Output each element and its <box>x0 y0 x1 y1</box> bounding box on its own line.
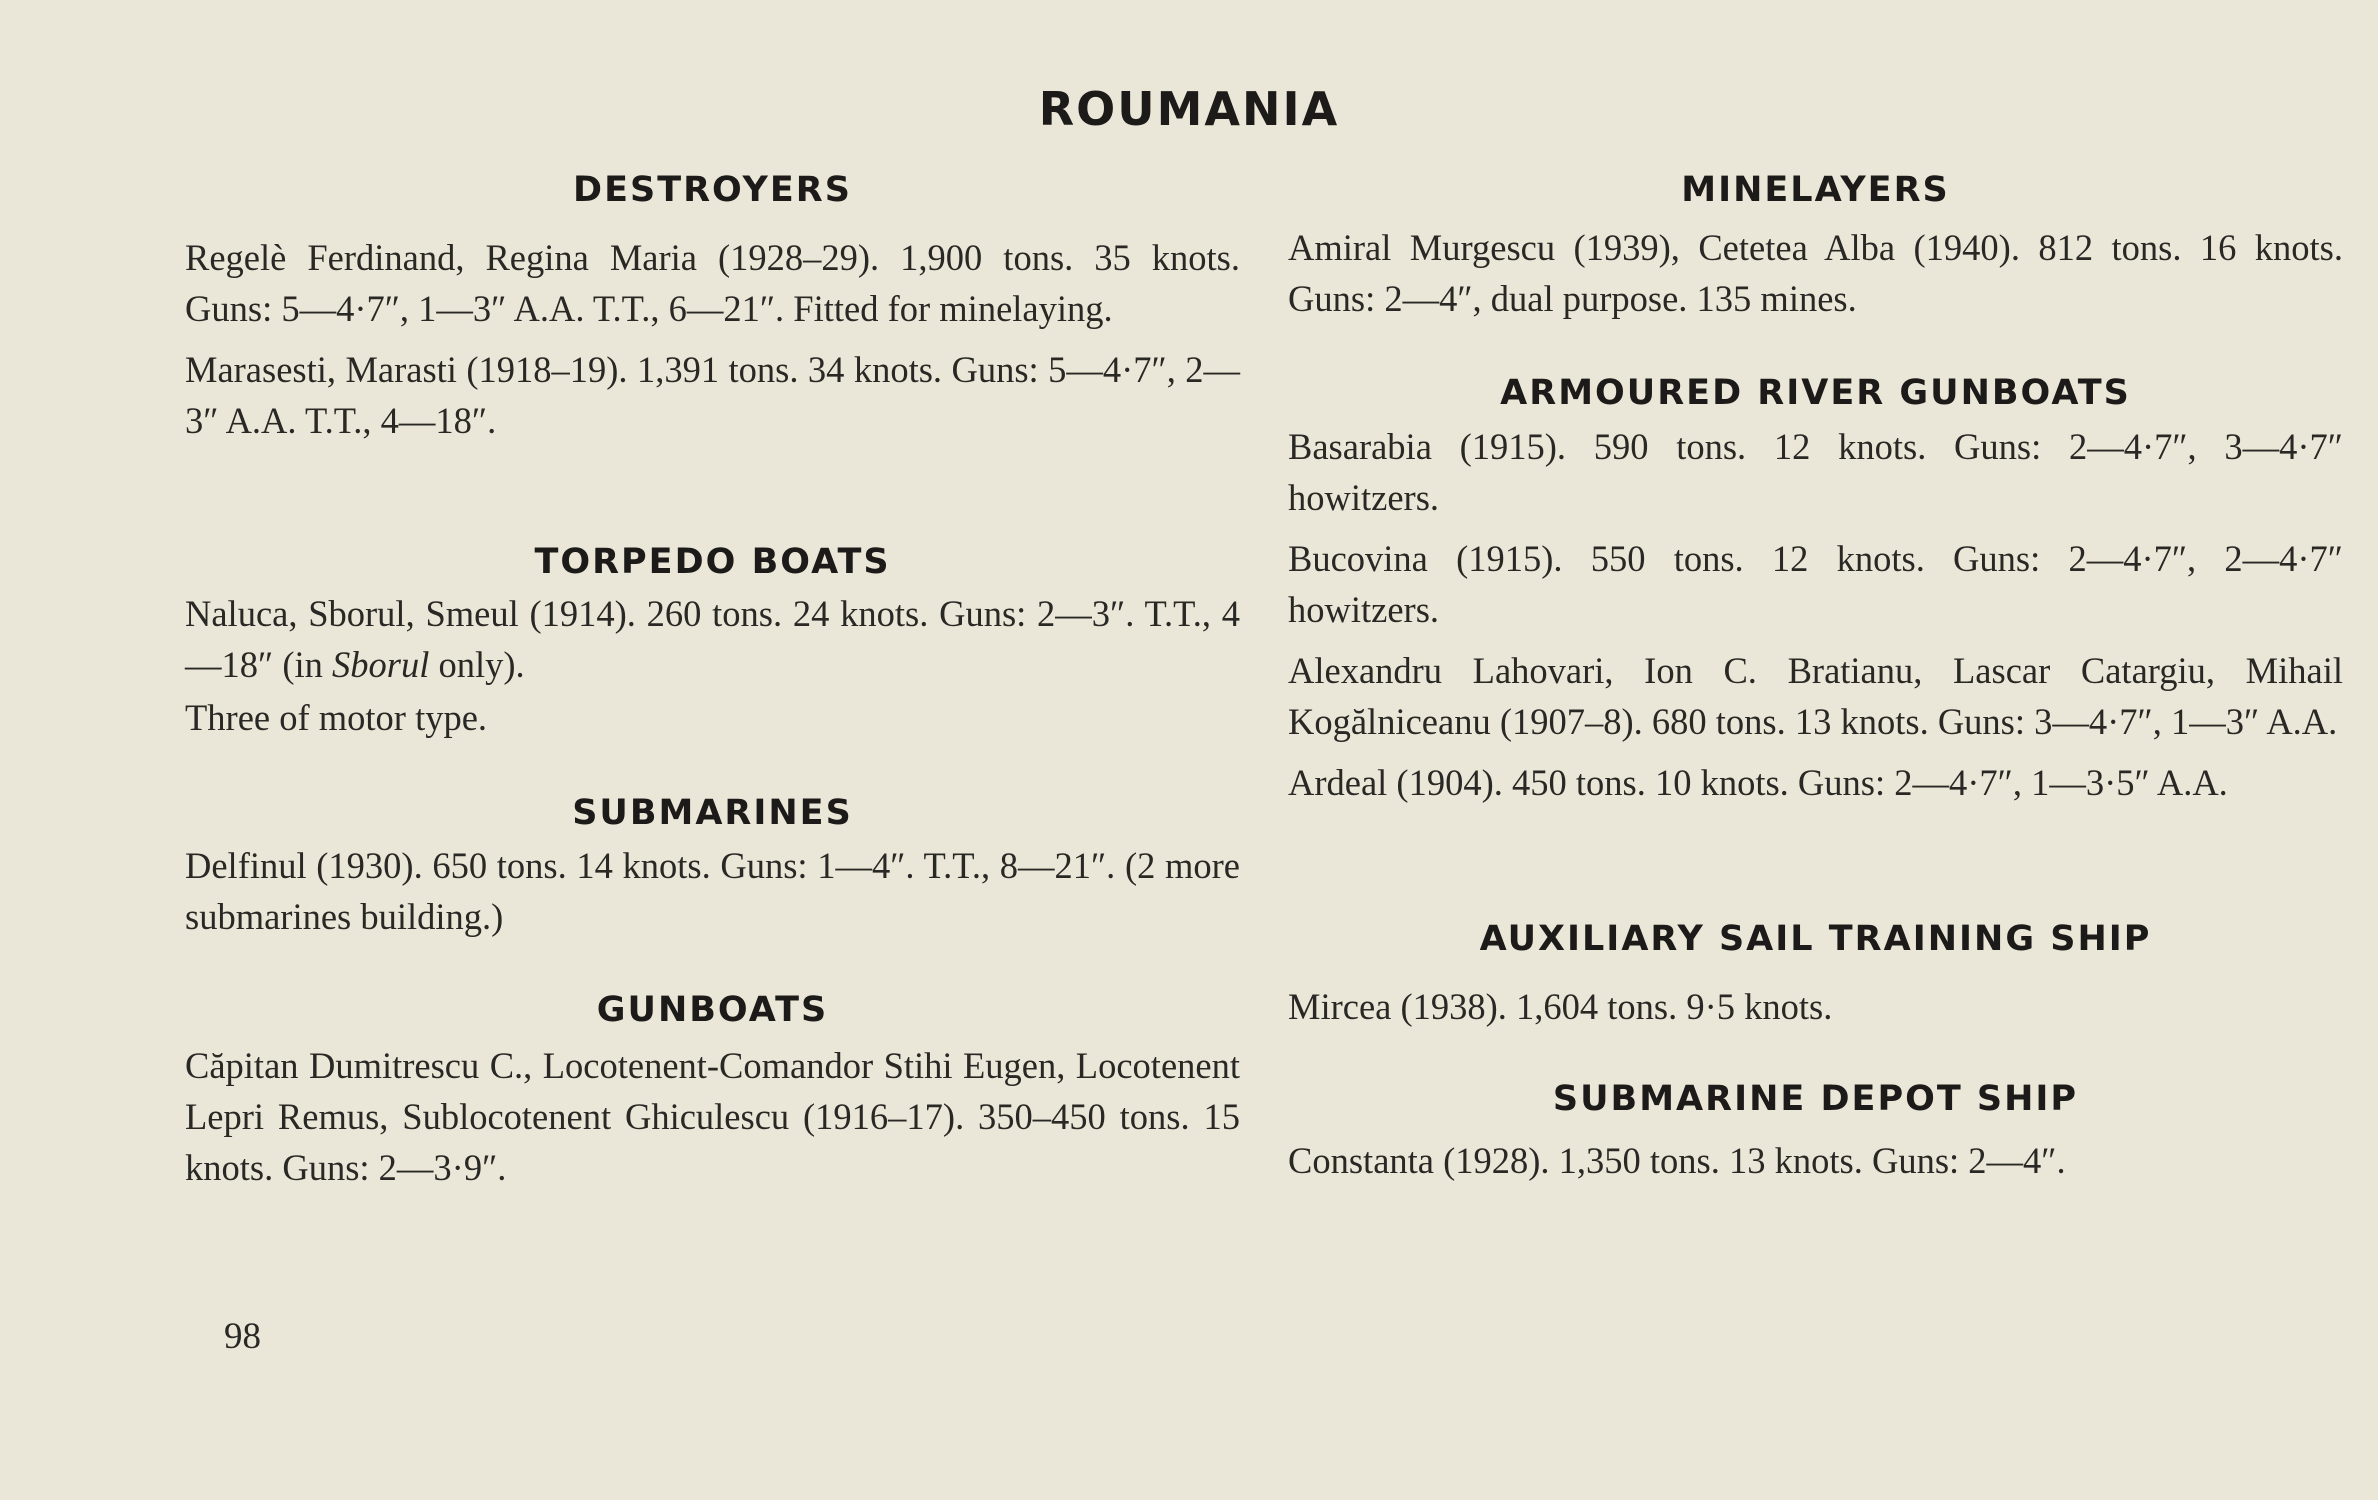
entry-basarabia: Basarabia (1915). 590 tons. 12 knots. Guns: 2—4·7″, 3—4·7″ howitzers. <box>1288 426 2343 518</box>
entry-naluca-italic: Sborul <box>332 644 430 685</box>
entry-naluca-tail: only). <box>429 644 525 685</box>
section-minelayers <box>1288 168 2343 334</box>
entry-delfinul: Delfinul (1930). 650 tons. 14 knots. Guns: 1—4″. T.T., 8—21″. (2 more submarines building.) <box>185 845 1240 937</box>
section-destroyers <box>185 168 1240 456</box>
section-heading: MINELAYERS <box>1681 170 1950 210</box>
section-submarines <box>185 791 1240 952</box>
page-title: ROUMANIA <box>1038 82 1340 136</box>
section-gunboats <box>185 988 1240 1203</box>
entry-amiral-murgescu: Amiral Murgescu (1939), Cetetea Alba (1940). 812 tons. 16 knots. Guns: 2—4″, dual purpose. 135 mines. <box>1288 227 2343 319</box>
entry-mircea: Mircea (1938). 1,604 tons. 9·5 knots. <box>1288 986 1833 1027</box>
section-heading: SUBMARINE DEPOT SHIP <box>1552 1079 2079 1119</box>
entry-marasesti: Marasesti, Marasti (1918–19). 1,391 tons. 34 knots. Guns: 5—4·7″, 2—3″ A.A. T.T., 4—18″. <box>185 349 1240 441</box>
entry-bucovina: Bucovina (1915). 550 tons. 12 knots. Guns: 2—4·7″, 2—4·7″ howitzers. <box>1288 538 2343 630</box>
section-heading: ARMOURED RIVER GUNBOATS <box>1500 373 2131 413</box>
entry-naluca-text: Naluca, Sborul, Smeul (1914). 260 tons. 24 knots. Guns: 2—3″. T.T., 4—18″ (in <box>185 593 1240 685</box>
section-auxiliary-sail-training-ship <box>1288 917 2343 1042</box>
page-number: 98 <box>224 1316 261 1357</box>
entry-regele-ferdinand: Regelè Ferdinand, Regina Maria (1928–29). 1,900 tons. 35 knots. Guns: 5—4·7″, 1—3″ A.A. T.T., 6—21″. Fitted for minelaying. <box>185 237 1240 329</box>
entry-naluca <box>185 588 1240 690</box>
entry-ardeal: Ardeal (1904). 450 tons. 10 knots. Guns: 2—4·7″, 1—3·5″ A.A. <box>1288 762 2228 803</box>
section-submarine-depot-ship <box>1288 1077 2343 1196</box>
section-heading: AUXILIARY SAIL TRAINING SHIP <box>1479 919 2152 959</box>
section-heading: TORPEDO BOATS <box>534 542 891 582</box>
entry-constanta: Constanta (1928). 1,350 tons. 13 knots. Guns: 2—4″. <box>1288 1140 2066 1181</box>
section-heading: SUBMARINES <box>572 793 853 833</box>
section-heading: DESTROYERS <box>573 170 852 210</box>
section-armoured-river-gunboats <box>1288 371 2343 818</box>
section-heading: GUNBOATS <box>596 990 829 1030</box>
entry-capitan-dumitrescu: Căpitan Dumitrescu C., Locotenent-Comandor Stihi Eugen, Locotenent Lepri Remus, Sublocotenent Ghiculescu (1916–17). 350–450 tons. 15 knots. Guns: 2—3·9″. <box>185 1045 1240 1188</box>
entry-motor-type: Three of motor type. <box>185 697 488 738</box>
section-torpedo-boats <box>185 540 1240 753</box>
entry-alexandru-lahovari: Alexandru Lahovari, Ion C. Bratianu, Lascar Catargiu, Mihail Kogălniceanu (1907–8). 680 tons. 13 knots. Guns: 3—4·7″, 1—3″ A.A. <box>1288 650 2343 742</box>
